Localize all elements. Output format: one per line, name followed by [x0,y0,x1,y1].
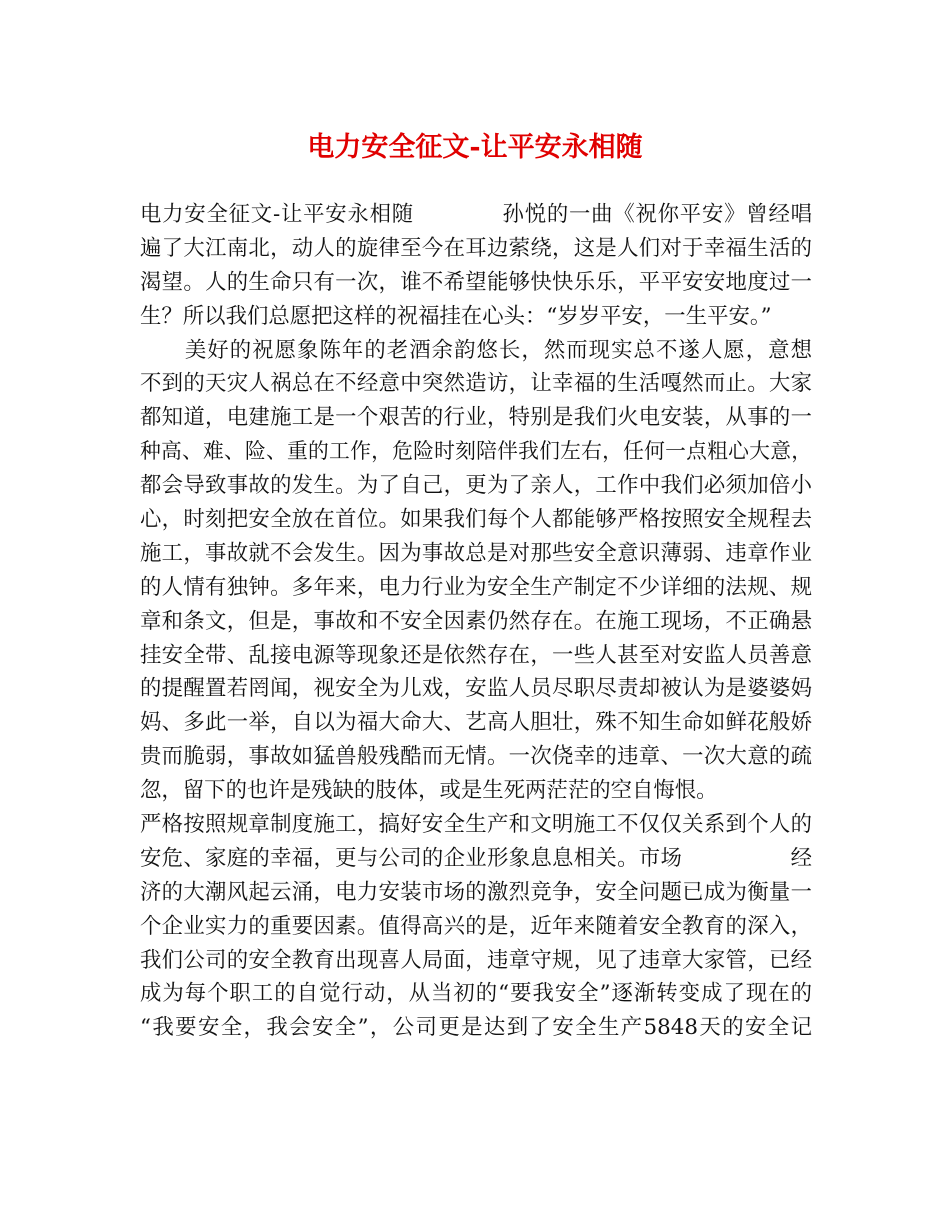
text-line: 安危、家庭的幸福，更与公司的企业形象息息相关。市场 经 [140,845,812,871]
text-line: 成为每个职工的自觉行动，从当初的“要我安全”逐渐转变成了现在的 [140,981,812,1007]
text-line: 的人情有独钟。多年来，电力行业为安全生产制定不少详细的法规、规 [140,574,812,600]
text-line: 都会导致事故的发生。为了自己，更为了亲人，工作中我们必须加倍小 [140,473,812,499]
text-line: 种高、难、险、重的工作，危险时刻陪伴我们左右，任何一点粗心大意， [140,439,812,464]
text-line: 的提醒置若罔闻，视安全为儿戏，安监人员尽职尽责却被认为是婆婆妈 [140,676,812,702]
text-line: 济的大潮风起云涌，电力安装市场的激烈竞争，安全问题已成为衡量一 [140,879,812,905]
text-line: 挂安全带、乱接电源等现象还是依然存在，一些人甚至对安监人员善意 [140,642,812,668]
text-line: 我们公司的安全教育出现喜人局面，违章守规，见了违章大家管，已经 [140,947,812,973]
document-title: 电力安全征文-让平安永相随 [307,132,643,163]
text-line: 美好的祝愿象陈年的老酒余韵悠长，然而现实总不遂人愿，意想 [140,337,812,363]
text-line: 贵而脆弱，事故如猛兽般残酷而无情。一次侥幸的违章、一次大意的疏 [140,744,812,770]
text-line: 遍了大江南北，动人的旋律至今在耳边萦绕，这是人们对于幸福生活的 [140,235,812,261]
text-line: 严格按照规章制度施工，搞好安全生产和文明施工不仅仅关系到个人的 [140,812,812,838]
text-line: 妈、多此一举，自以为福大命大、艺高人胆壮，殊不知生命如鲜花般娇 [140,710,812,736]
text-line: 施工，事故就不会发生。因为事故总是对那些安全意识薄弱、违章作业 [140,540,812,566]
text-line: 渴望。人的生命只有一次，谁不希望能够快快乐乐，平平安安地度过一 [140,269,812,295]
text-line: 不到的天灾人祸总在不经意中突然造访，让幸福的生活嘎然而止。大家 [140,371,812,397]
text-line: 章和条文，但是，事故和不安全因素仍然存在。在施工现场，不正确悬 [140,608,812,634]
text-line: “我要安全，我会安全”，公司更是达到了安全生产5848天的安全记 [140,1015,812,1041]
text-line: 都知道，电建施工是一个艰苦的行业，特别是我们火电安装，从事的一 [140,405,812,431]
document-body [140,198,812,1045]
text-line: 心，时刻把安全放在首位。如果我们每个人都能够严格按照安全规程去 [140,507,812,533]
text-line: 电力安全征文-让平安永相随 孙悦的一曲《祝你平安》曾经唱 [140,202,812,227]
text-line: 忽，留下的也许是残缺的肢体，或是生死两茫茫的空自悔恨。 [140,778,718,804]
text-line: 个企业实力的重要因素。值得高兴的是，近年来随着安全教育的深入， [140,913,812,939]
text-line: 生？所以我们总愿把这样的祝福挂在心头：“岁岁平安，一生平安。” [140,303,772,329]
